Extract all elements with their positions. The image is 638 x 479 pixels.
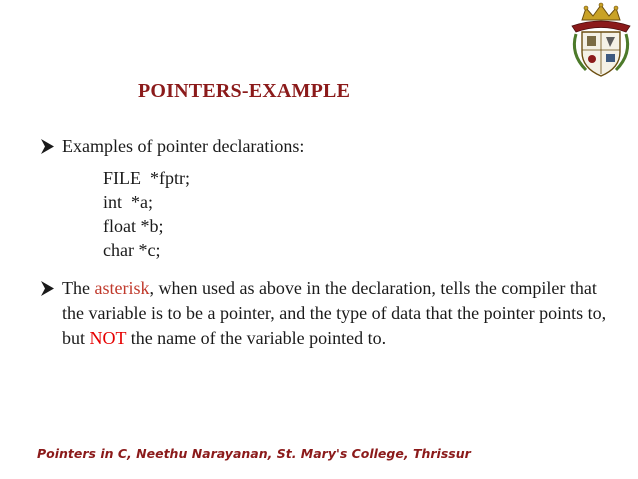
- footer: Pointers in C, Neethu Narayanan, St. Mary's College, Thrissur: [37, 446, 471, 461]
- bullet-text: Examples of pointer declarations:: [62, 136, 305, 156]
- highlight-asterisk: asterisk: [94, 278, 150, 298]
- college-crest-icon: [568, 2, 634, 80]
- slide-title: POINTERS-EXAMPLE: [138, 80, 351, 102]
- text-segment: , when used as above in the declaration, tells the compiler that the variable is to be a pointer, and the type of data that the pointer points to, but: [62, 278, 607, 348]
- code-line: char *c;: [103, 240, 161, 260]
- code-line: float *b;: [103, 216, 164, 236]
- code-line: int *a;: [103, 192, 153, 212]
- text-segment: the name of the variable pointed to.: [126, 328, 387, 348]
- bullet-text: [62, 276, 620, 351]
- bullet-item-examples: [40, 134, 600, 159]
- text-segment: The: [62, 278, 95, 298]
- code-line: FILE *fptr;: [103, 168, 190, 188]
- arrow-bullet-icon: [40, 276, 58, 301]
- highlight-not: NOT: [89, 328, 127, 348]
- bullet-item-asterisk: [40, 276, 620, 351]
- code-block: [103, 166, 190, 262]
- arrow-bullet-icon: [40, 134, 58, 159]
